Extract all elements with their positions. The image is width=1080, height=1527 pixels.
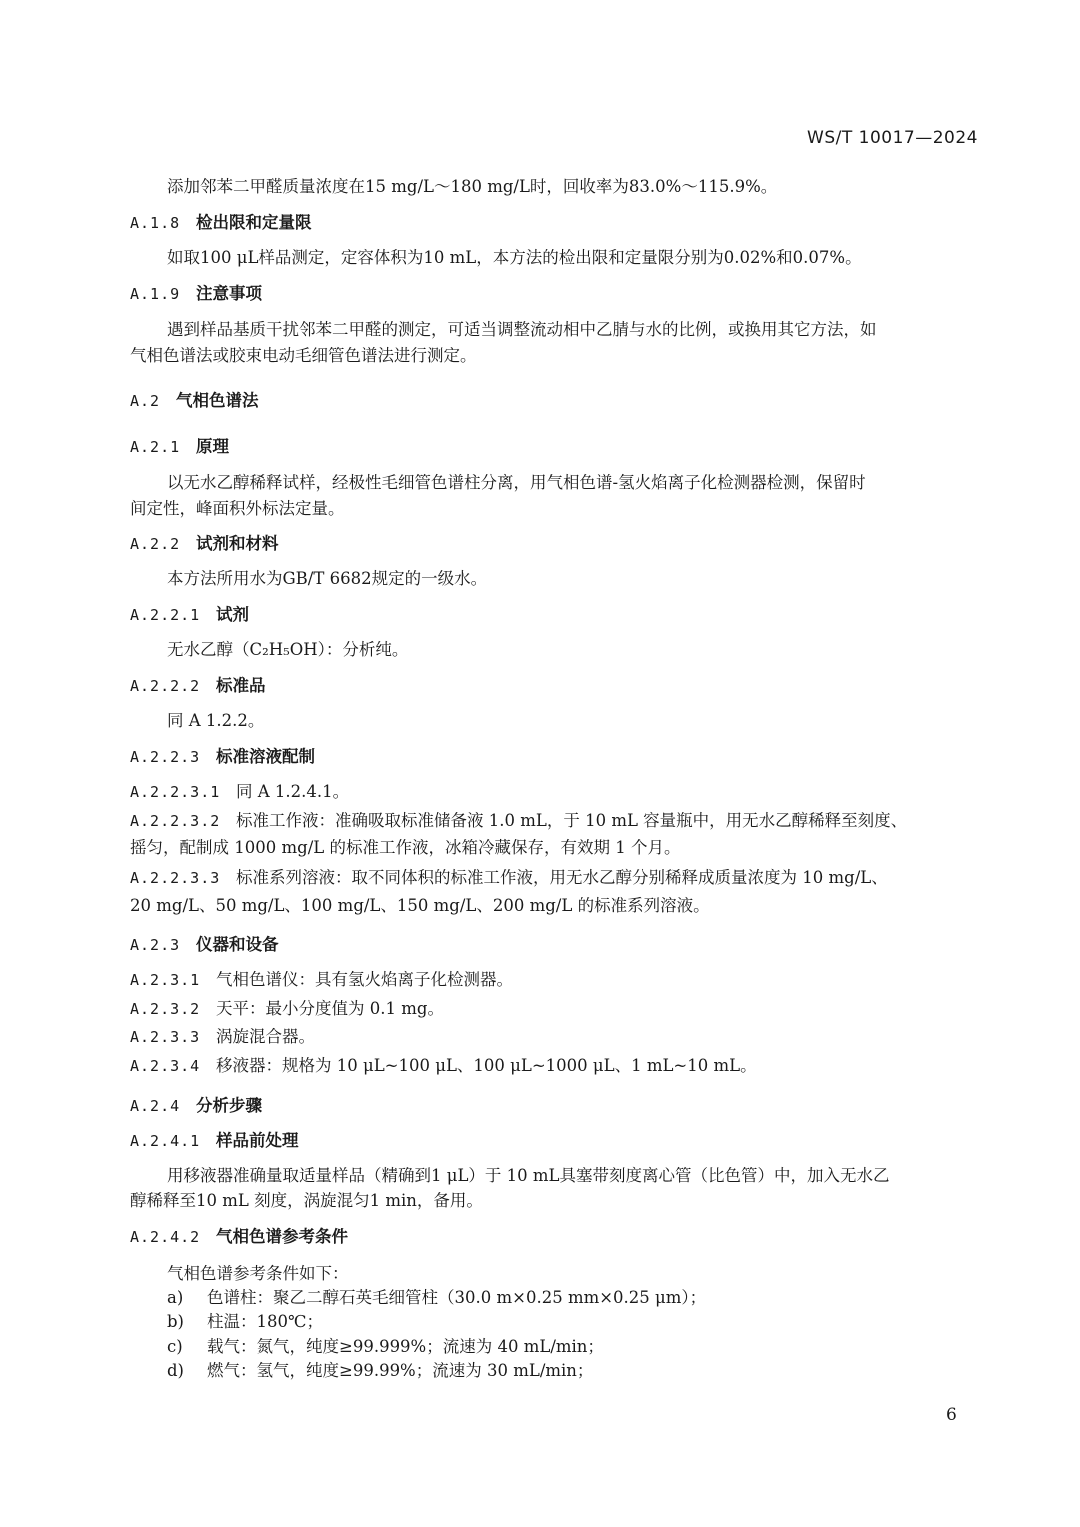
item-number: A.2.3.1 [130, 971, 201, 989]
heading-a24 [130, 1094, 262, 1118]
list-text: 色谱柱：聚乙二醇石英毛细管柱（30.0 m×0.25 mm×0.25 μm）； [207, 1288, 707, 1307]
list-item-a [130, 1286, 706, 1310]
item-a232 [130, 997, 444, 1021]
section-title: 试剂 [216, 605, 249, 624]
heading-a23 [130, 933, 279, 957]
heading-a242 [130, 1225, 348, 1249]
list-label: d) [167, 1361, 184, 1380]
section-title: 原理 [196, 437, 229, 456]
item-number: A.2.3.3 [130, 1028, 201, 1046]
item-text: 同 A 1.2.4.1。 [236, 782, 350, 801]
paragraph-pretreatment-2: 醇稀释至10 mL 刻度，涡旋混匀1 min，备用。 [130, 1191, 483, 1210]
section-number: A.2.2 [130, 535, 181, 553]
heading-a223 [130, 745, 315, 769]
item-number: A.2.2.3.3 [130, 869, 221, 887]
item-a2231 [130, 780, 349, 804]
item-text: 标准工作液：准确吸取标准储备液 1.0 mL，于 10 mL 容量瓶中，用无水乙醇稀释至刻度、 [236, 811, 908, 830]
section-title: 样品前处理 [216, 1131, 299, 1150]
section-title: 气相色谱法 [176, 391, 259, 410]
section-title: 气相色谱参考条件 [216, 1227, 348, 1246]
list-text: 燃气：氢气，纯度≥99.99%；流速为 30 mL/min； [207, 1361, 594, 1380]
item-a234 [130, 1054, 757, 1078]
section-number: A.2.1 [130, 438, 181, 456]
section-title: 标准品 [216, 676, 266, 695]
item-text: 移液器：规格为 10 μL~100 μL、100 μL~1000 μL、1 mL~10 mL。 [216, 1056, 757, 1075]
paragraph-notes-2: 气相色谱法或胶束电动毛细管色谱法进行测定。 [130, 346, 477, 365]
item-text: 气相色谱仪：具有氢火焰离子化检测器。 [216, 970, 513, 989]
list-text: 柱温：180℃； [207, 1312, 323, 1331]
list-label: c) [167, 1337, 183, 1356]
item-number: A.2.3.4 [130, 1057, 201, 1075]
item-number: A.2.2.3.2 [130, 812, 221, 830]
section-number: A.2.4 [130, 1097, 181, 1115]
paragraph-pretreatment-1: 用移液器准确量取适量样品（精确到1 μL）于 10 mL具塞带刻度离心管（比色管）中，加入无水乙 [167, 1166, 890, 1185]
section-title: 试剂和材料 [196, 534, 279, 553]
section-number: A.2.3 [130, 936, 181, 954]
heading-a21 [130, 435, 229, 459]
paragraph-standard: 同 A 1.2.2。 [167, 711, 265, 730]
item-text: 涡旋混合器。 [216, 1027, 315, 1046]
section-number: A.2.2.3 [130, 748, 201, 766]
section-number: A.2.4.2 [130, 1228, 201, 1246]
paragraph-notes-1: 遇到样品基质干扰邻苯二甲醛的测定，可适当调整流动相中乙腈与水的比例，或换用其它方法，如 [167, 320, 877, 339]
heading-a221 [130, 603, 249, 627]
list-label: a) [167, 1288, 184, 1307]
list-item-d [130, 1359, 593, 1383]
section-number: A.2.4.1 [130, 1132, 201, 1150]
item-a2233 [130, 866, 888, 890]
item-a231 [130, 968, 513, 992]
document-id: WS/T 10017—2024 [807, 128, 978, 148]
section-title: 仪器和设备 [196, 935, 279, 954]
paragraph-reagent: 无水乙醇（C₂H₅OH）：分析纯。 [167, 640, 409, 659]
section-number: A.2.2.2 [130, 677, 201, 695]
paragraph-water: 本方法所用水为GB/T 6682规定的一级水。 [167, 569, 488, 588]
item-a2232-cont: 摇匀，配制成 1000 mg/L 的标准工作液，冰箱冷藏保存，有效期 1 个月。 [130, 838, 681, 857]
item-number: A.2.3.2 [130, 1000, 201, 1018]
item-text: 天平：最小分度值为 0.1 mg。 [216, 999, 444, 1018]
heading-a22 [130, 532, 279, 556]
list-item-b [130, 1310, 323, 1334]
heading-a19 [130, 282, 262, 306]
paragraph-detection-limit: 如取100 μL样品测定，定容体积为10 mL，本方法的检出限和定量限分别为0.02%和0.07%。 [167, 248, 862, 267]
section-number: A.2.2.1 [130, 606, 201, 624]
section-number: A.2 [130, 392, 161, 410]
section-title: 标准溶液配制 [216, 747, 315, 766]
section-number: A.1.9 [130, 285, 181, 303]
paragraph-principle-1: 以无水乙醇稀释试样，经极性毛细管色谱柱分离，用气相色谱-氢火焰离子化检测器检测，保留时 [167, 473, 866, 492]
list-text: 载气：氮气，纯度≥99.999%；流速为 40 mL/min； [207, 1337, 604, 1356]
section-title: 检出限和定量限 [196, 213, 312, 232]
heading-a241 [130, 1129, 299, 1153]
paragraph-gc-conditions: 气相色谱参考条件如下： [167, 1264, 349, 1283]
heading-a18 [130, 211, 312, 235]
section-number: A.1.8 [130, 214, 181, 232]
page-number: 6 [946, 1405, 957, 1425]
item-a233 [130, 1025, 315, 1049]
item-a2232 [130, 809, 907, 833]
section-title: 分析步骤 [196, 1096, 262, 1115]
list-item-c [130, 1335, 604, 1359]
item-text: 标准系列溶液：取不同体积的标准工作液，用无水乙醇分别稀释成质量浓度为 10 mg/L、 [236, 868, 888, 887]
paragraph-recovery: 添加邻苯二甲醛质量浓度在15 mg/L～180 mg/L时，回收率为83.0%～115.9%。 [167, 177, 778, 196]
section-title: 注意事项 [196, 284, 262, 303]
paragraph-principle-2: 间定性，峰面积外标法定量。 [130, 499, 345, 518]
heading-a222 [130, 674, 266, 698]
item-a2233-cont: 20 mg/L、50 mg/L、100 mg/L、150 mg/L、200 mg/L 的标准系列溶液。 [130, 896, 710, 915]
heading-a2 [130, 389, 259, 413]
item-number: A.2.2.3.1 [130, 783, 221, 801]
list-label: b) [167, 1312, 184, 1331]
